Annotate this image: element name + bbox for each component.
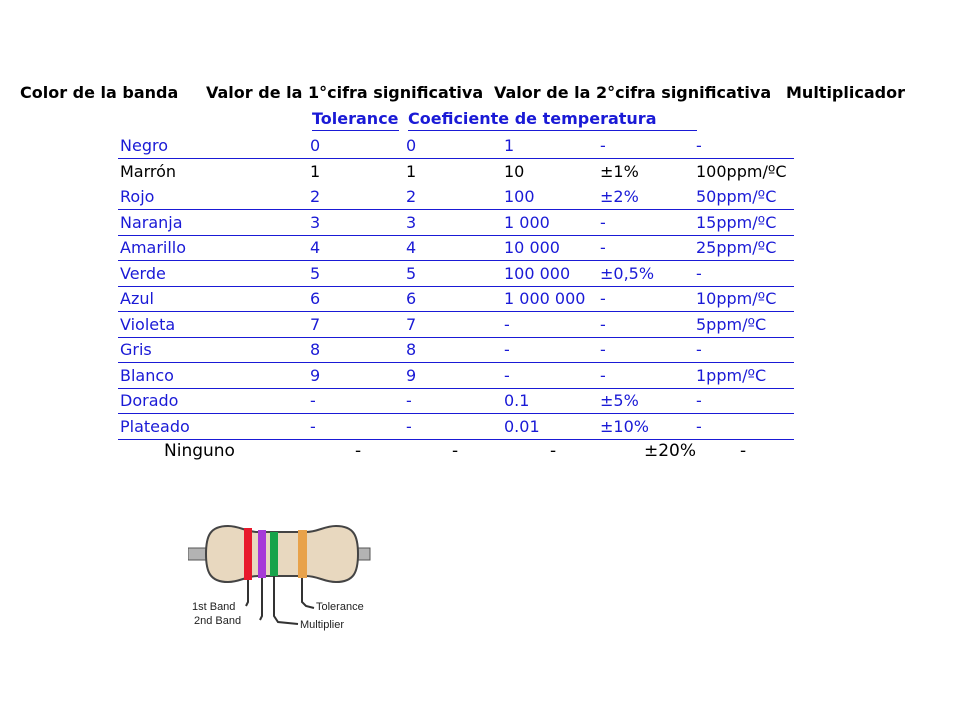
label-tolerance: Tolerance bbox=[316, 601, 364, 613]
row-tolerance: - bbox=[600, 365, 606, 385]
table-row[interactable] bbox=[118, 389, 794, 414]
row-first-digit: 9 bbox=[310, 365, 321, 385]
header-color: Color de la banda bbox=[20, 83, 179, 102]
row-second-digit: 9 bbox=[406, 365, 417, 385]
band-3 bbox=[270, 532, 278, 576]
band-1 bbox=[244, 528, 252, 580]
row-multiplier: 10 000 bbox=[504, 238, 560, 257]
row-first-digit: - bbox=[310, 391, 316, 410]
row-name: Rojo bbox=[120, 187, 155, 206]
row-tolerance: - bbox=[600, 136, 606, 155]
row-second-digit: 8 bbox=[406, 340, 417, 359]
row-name: Blanco bbox=[120, 365, 174, 385]
row-multiplier: 0.1 bbox=[504, 391, 530, 410]
row-temp: - bbox=[696, 391, 702, 410]
row-multiplier: - bbox=[550, 441, 557, 461]
row-name: Marrón bbox=[120, 161, 177, 181]
row-first-digit: - bbox=[310, 416, 316, 436]
band-2 bbox=[258, 530, 266, 578]
row-temp: 25ppm/ºC bbox=[696, 238, 777, 257]
row-first-digit: 7 bbox=[310, 314, 321, 334]
row-first-digit: 2 bbox=[310, 187, 321, 206]
table-row[interactable] bbox=[118, 185, 794, 210]
row-tolerance: - bbox=[600, 289, 606, 308]
row-temp: - bbox=[696, 136, 702, 155]
row-first-digit: 3 bbox=[310, 212, 321, 232]
row-multiplier: 100 000 bbox=[504, 263, 571, 283]
row-tolerance: ±20% bbox=[644, 441, 697, 461]
row-name: Azul bbox=[120, 289, 154, 308]
header-temp-coefficient[interactable]: Coeficiente de temperatura bbox=[408, 108, 697, 131]
row-first-digit: 1 bbox=[310, 161, 321, 181]
row-second-digit: 4 bbox=[406, 238, 417, 257]
row-second-digit: 2 bbox=[406, 187, 417, 206]
row-tolerance: - bbox=[600, 238, 606, 257]
row-name: Amarillo bbox=[120, 238, 187, 257]
row-multiplier: 100 bbox=[504, 187, 535, 206]
pointer-band-1 bbox=[246, 580, 248, 606]
row-temp: 1ppm/ºC bbox=[696, 365, 767, 385]
band-4 bbox=[298, 530, 307, 578]
row-temp: 15ppm/ºC bbox=[696, 212, 777, 232]
table-row[interactable] bbox=[118, 364, 794, 389]
row-name: Dorado bbox=[120, 391, 179, 410]
table-row bbox=[118, 160, 794, 184]
row-temp: - bbox=[696, 416, 702, 436]
row-name: Negro bbox=[120, 136, 168, 155]
row-temp: - bbox=[696, 340, 702, 359]
row-second-digit: 3 bbox=[406, 212, 417, 232]
row-temp: - bbox=[740, 441, 747, 461]
row-tolerance: ±0,5% bbox=[600, 263, 655, 283]
table-row[interactable] bbox=[118, 134, 794, 159]
pointer-band-3 bbox=[274, 576, 298, 624]
label-multiplier: Multiplier bbox=[300, 619, 345, 631]
row-first-digit: 4 bbox=[310, 238, 321, 257]
resistor-body bbox=[206, 526, 358, 582]
row-ninguno bbox=[0, 438, 960, 464]
pointer-band-2 bbox=[260, 578, 262, 620]
row-multiplier: 0.01 bbox=[504, 416, 540, 436]
row-second-digit: - bbox=[406, 391, 412, 410]
row-multiplier: 10 bbox=[504, 161, 525, 181]
row-second-digit: 5 bbox=[406, 263, 417, 283]
row-multiplier: 1 bbox=[504, 136, 515, 155]
row-second-digit: 0 bbox=[406, 136, 417, 155]
header-multiplier: Multiplicador bbox=[786, 83, 905, 102]
table-row[interactable] bbox=[118, 236, 794, 261]
row-second-digit: 6 bbox=[406, 289, 417, 308]
row-temp: 100ppm/ºC bbox=[696, 161, 787, 181]
table-row[interactable] bbox=[118, 313, 794, 338]
row-first-digit: 5 bbox=[310, 263, 321, 283]
header-tolerance[interactable]: Tolerance bbox=[312, 108, 399, 131]
row-name: Ninguno bbox=[164, 441, 235, 461]
row-multiplier: 1 000 000 bbox=[504, 289, 586, 308]
row-first-digit: - bbox=[355, 441, 362, 461]
row-tolerance: ±2% bbox=[600, 187, 639, 206]
row-second-digit: - bbox=[406, 416, 412, 436]
row-name: Violeta bbox=[120, 314, 176, 334]
row-multiplier: - bbox=[504, 314, 510, 334]
row-first-digit: 0 bbox=[310, 136, 321, 155]
row-temp: 10ppm/ºC bbox=[696, 289, 777, 308]
row-name: Verde bbox=[120, 263, 166, 283]
row-tolerance: - bbox=[600, 340, 606, 359]
row-name: Plateado bbox=[120, 416, 190, 436]
table-row[interactable] bbox=[118, 287, 794, 312]
row-tolerance: ±1% bbox=[600, 161, 639, 181]
row-temp: 5ppm/ºC bbox=[696, 314, 767, 334]
table-row[interactable] bbox=[118, 338, 794, 363]
label-1st-band: 1st Band bbox=[192, 601, 236, 613]
table-row[interactable] bbox=[118, 415, 794, 440]
row-second-digit: 7 bbox=[406, 314, 417, 334]
table-row[interactable] bbox=[118, 211, 794, 236]
row-first-digit: 6 bbox=[310, 289, 321, 308]
row-second-digit: - bbox=[452, 441, 459, 461]
row-tolerance: - bbox=[600, 314, 606, 334]
row-name: Naranja bbox=[120, 212, 183, 232]
row-multiplier: 1 000 bbox=[504, 212, 550, 232]
pointer-band-4 bbox=[302, 578, 314, 608]
label-2nd-band: 2nd Band bbox=[194, 615, 242, 627]
row-multiplier: - bbox=[504, 340, 510, 359]
row-tolerance: - bbox=[600, 212, 606, 232]
header-first-digit: Valor de la 1°cifra significativa bbox=[206, 83, 484, 102]
row-multiplier: - bbox=[504, 365, 510, 385]
resistor-diagram bbox=[188, 520, 388, 640]
row-tolerance: ±5% bbox=[600, 391, 639, 410]
header-second-digit: Valor de la 2°cifra significativa bbox=[494, 83, 772, 102]
row-temp: - bbox=[696, 263, 702, 283]
table-row[interactable] bbox=[118, 262, 794, 287]
row-second-digit: 1 bbox=[406, 161, 417, 181]
row-tolerance: ±10% bbox=[600, 416, 649, 436]
row-temp: 50ppm/ºC bbox=[696, 187, 777, 206]
row-first-digit: 8 bbox=[310, 340, 321, 359]
row-name: Gris bbox=[120, 340, 152, 359]
